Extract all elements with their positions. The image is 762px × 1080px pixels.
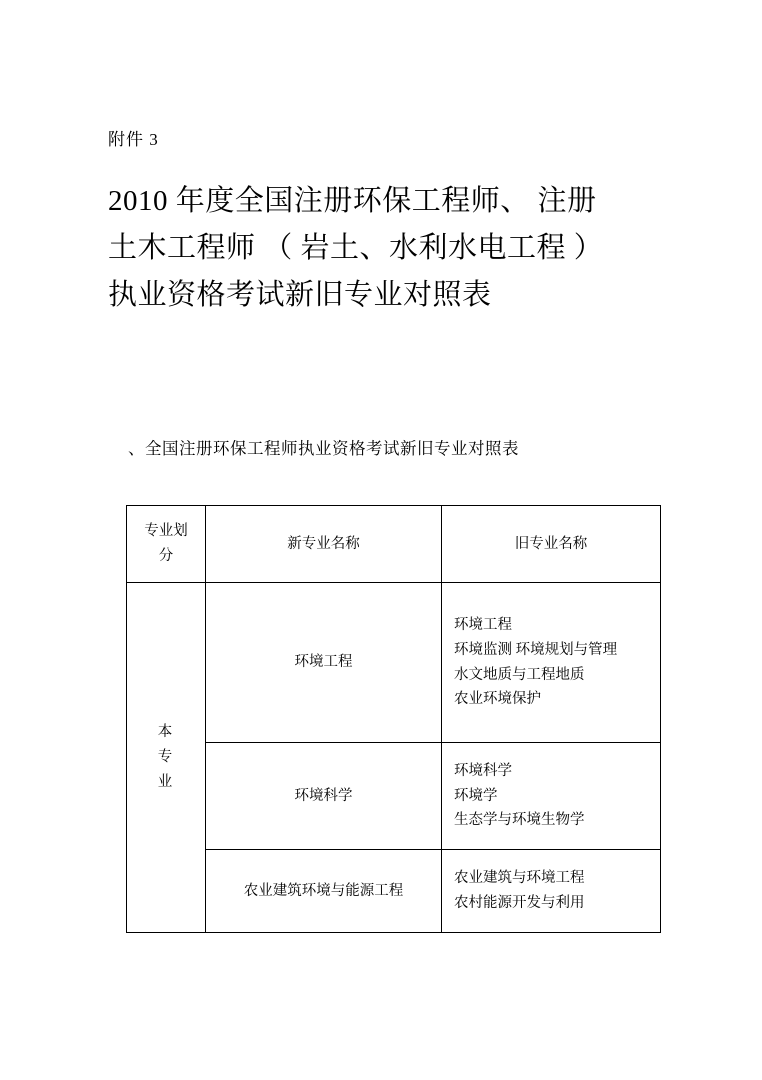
- division-label-char-3: 业: [157, 773, 175, 790]
- old-major-item: 环境工程: [454, 616, 512, 633]
- table-row: [127, 743, 661, 850]
- page-title-line-2: 土木工程师 （ 岩土、水利水电工程 ）: [108, 231, 604, 264]
- section-heading: 、全国注册环保工程师执业资格考试新旧专业对照表: [128, 439, 519, 458]
- table-header-new-major: 新专业名称: [206, 506, 442, 583]
- old-major-list: [454, 866, 648, 916]
- old-major-list: [454, 613, 648, 713]
- page-title-line-1: 2010 年度全国注册环保工程师、 注册: [108, 185, 597, 217]
- old-major-item: 水文地质与工程地质: [454, 666, 585, 683]
- old-major-item: 农业环境保护: [454, 691, 541, 708]
- page-title-line-3: 执业资格考试新旧专业对照表: [108, 278, 492, 311]
- old-major-item: 农村能源开发与利用: [454, 895, 585, 911]
- division-label-char-1: 本: [157, 724, 175, 741]
- table-row: [127, 850, 661, 933]
- table-row: [127, 583, 661, 743]
- page-title: [108, 178, 668, 319]
- table-header-row: [127, 506, 661, 583]
- old-major-cell: [442, 850, 661, 933]
- old-major-item: 生态学与环境生物学: [454, 812, 585, 829]
- division-label-char-2: 专: [157, 749, 175, 766]
- old-major-cell: [442, 743, 661, 850]
- new-major-cell: 环境科学: [206, 743, 442, 850]
- new-major-cell: 环境工程: [206, 583, 442, 743]
- old-major-item: 环境科学: [454, 762, 512, 779]
- table-header-old-major: 旧专业名称: [442, 506, 661, 583]
- old-major-cell: [442, 583, 661, 743]
- table-header-division: 专业划分: [127, 506, 206, 583]
- attachment-label: 附件 3: [108, 130, 159, 149]
- old-major-item: 环境学: [454, 787, 498, 804]
- new-major-cell: 农业建筑环境与能源工程: [206, 850, 442, 933]
- major-comparison-table: [126, 505, 661, 933]
- old-major-list: [454, 759, 648, 834]
- old-major-item: 环境监测 环境规划与管理: [454, 641, 618, 658]
- division-label-cell: [127, 583, 206, 933]
- old-major-item: 农业建筑与环境工程: [454, 870, 585, 887]
